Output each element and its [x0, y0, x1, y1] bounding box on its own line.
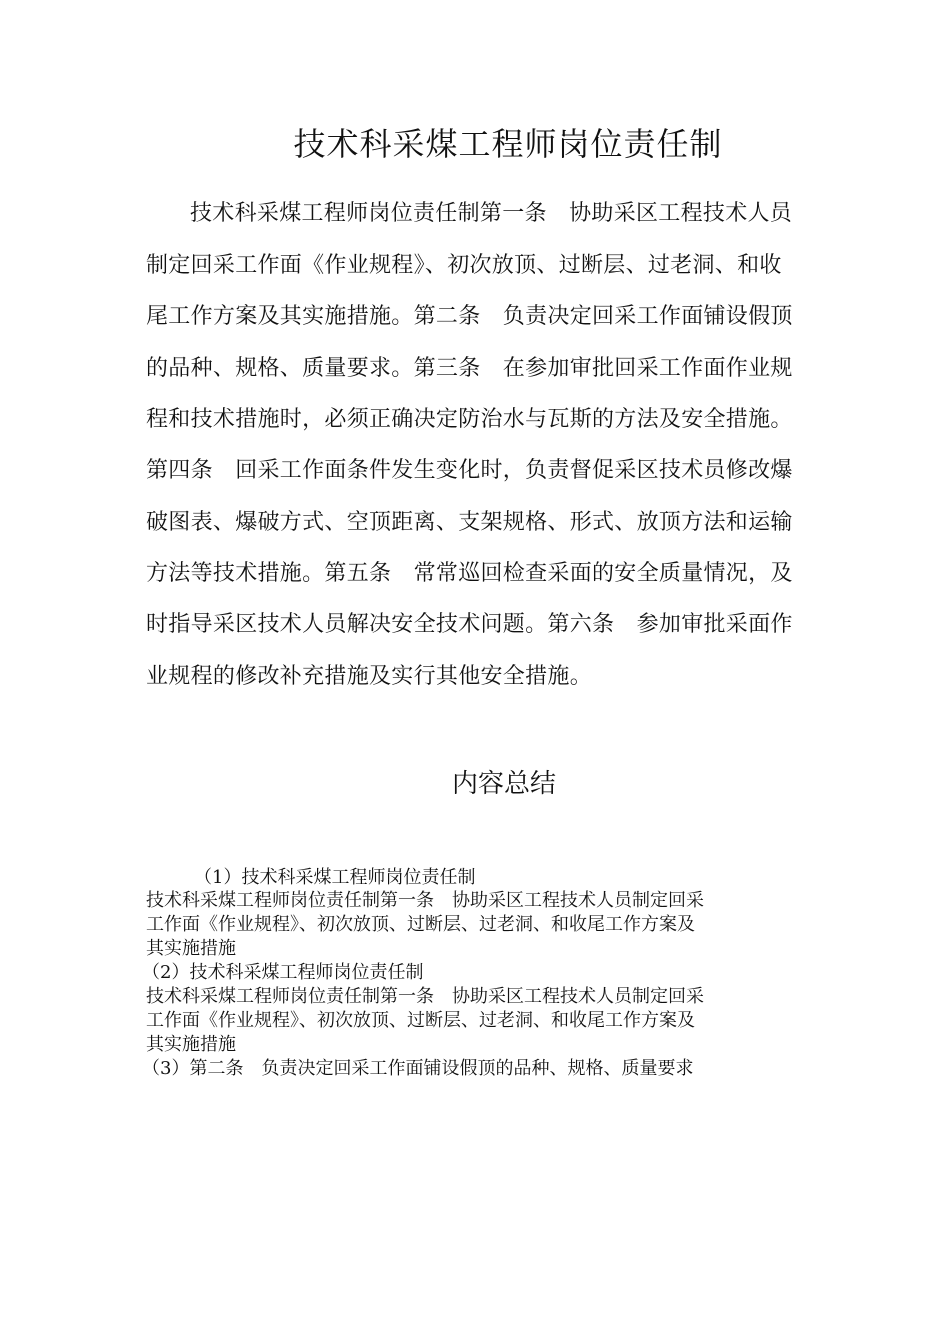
body-line: 时指导采区技术人员解决安全技术问题。第六条 参加审批采面作 — [146, 612, 793, 637]
summary-item-title: （2）技术科采煤工程师岗位责任制 — [142, 962, 424, 983]
summary-item-title: （3）第二条 负责决定回采工作面铺设假顶的品种、规格、质量要求 — [142, 1058, 694, 1079]
body-line: 业规程的修改补充措施及实行其他安全措施。 — [146, 664, 593, 689]
body-line: 的品种、规格、质量要求。第三条 在参加审批回采工作面作业规 — [146, 356, 793, 381]
summary-line: 工作面《作业规程》、初次放顶、过断层、过老洞、和收尾工作方案及 — [146, 1010, 695, 1031]
body-line: 程和技术措施时，必须正确决定防治水与瓦斯的方法及安全措施。 — [146, 407, 793, 432]
summary-line: 其实施措施 — [146, 938, 236, 959]
body-line: 制定回采工作面《作业规程》、初次放顶、过断层、过老洞、和收 — [146, 253, 782, 278]
body-line: 技术科采煤工程师岗位责任制第一条 协助采区工程技术人员 — [190, 201, 793, 226]
body-line: 第四条 回采工作面条件发生变化时，负责督促采区技术员修改爆 — [146, 458, 793, 483]
summary-item-title: （1）技术科采煤工程师岗位责任制 — [194, 867, 476, 888]
summary-line: 技术科采煤工程师岗位责任制第一条 协助采区工程技术人员制定回采 — [146, 986, 704, 1007]
body-line: 尾工作方案及其实施措施。第二条 负责决定回采工作面铺设假顶 — [146, 304, 793, 329]
summary-line: 技术科采煤工程师岗位责任制第一条 协助采区工程技术人员制定回采 — [146, 890, 704, 911]
summary-line: 其实施措施 — [146, 1034, 236, 1055]
summary-line: 工作面《作业规程》、初次放顶、过断层、过老洞、和收尾工作方案及 — [146, 914, 695, 935]
summary-heading: 内容总结 — [451, 769, 556, 799]
body-line: 方法等技术措施。第五条 常常巡回检查采面的安全质量情况，及 — [146, 561, 793, 586]
document-title: 技术科采煤工程师岗位责任制 — [293, 125, 723, 163]
body-line: 破图表、爆破方式、空顶距离、支架规格、形式、放顶方法和运输 — [146, 510, 793, 535]
